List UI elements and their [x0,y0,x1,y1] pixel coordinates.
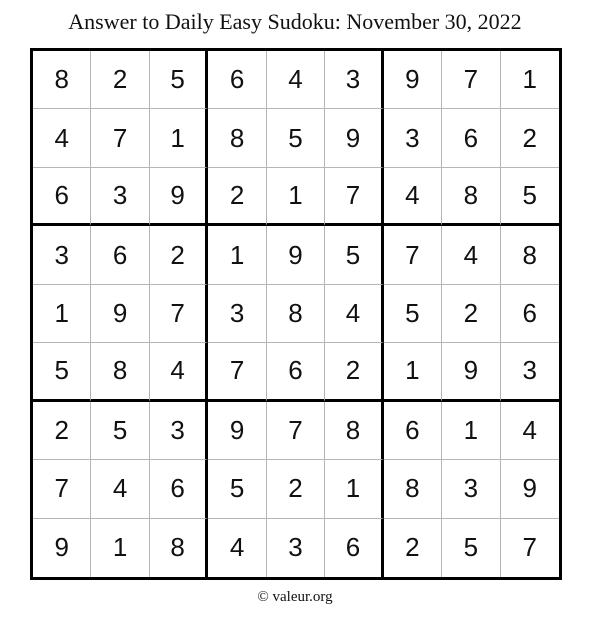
sudoku-cell: 5 [325,226,383,284]
sudoku-cell: 1 [208,226,266,284]
sudoku-cell: 6 [91,226,149,284]
sudoku-cell: 3 [267,519,325,577]
copyright-footer: © valeur.org [257,589,333,605]
sudoku-cell: 2 [91,51,149,109]
sudoku-cell: 9 [442,343,500,401]
sudoku-cell: 4 [384,168,442,226]
sudoku-cell: 3 [91,168,149,226]
sudoku-cell: 7 [208,343,266,401]
sudoku-cell: 2 [325,343,383,401]
sudoku-cell: 3 [150,402,208,460]
sudoku-cell: 2 [384,519,442,577]
sudoku-cell: 7 [91,109,149,167]
sudoku-cell: 4 [33,109,91,167]
sudoku-cell: 3 [442,460,500,518]
sudoku-cell: 9 [150,168,208,226]
sudoku-cell: 5 [384,285,442,343]
sudoku-cell: 3 [501,343,559,401]
sudoku-cell: 7 [150,285,208,343]
sudoku-cell: 5 [501,168,559,226]
sudoku-cell: 6 [208,51,266,109]
sudoku-cell: 5 [91,402,149,460]
sudoku-cell: 4 [325,285,383,343]
sudoku-cell: 6 [267,343,325,401]
sudoku-cell: 8 [501,226,559,284]
sudoku-cell: 1 [267,168,325,226]
sudoku-cell: 8 [442,168,500,226]
sudoku-cell: 7 [267,402,325,460]
puzzle-title: Answer to Daily Easy Sudoku: November 30, 2022 [68,9,522,34]
sudoku-cell: 8 [150,519,208,577]
sudoku-cell: 6 [33,168,91,226]
sudoku-cell: 1 [501,51,559,109]
sudoku-cell: 3 [33,226,91,284]
sudoku-cell: 9 [501,460,559,518]
sudoku-cell: 9 [91,285,149,343]
sudoku-cell: 9 [325,109,383,167]
sudoku-cell: 1 [325,460,383,518]
sudoku-cell: 4 [208,519,266,577]
sudoku-cell: 8 [325,402,383,460]
sudoku-cell: 8 [267,285,325,343]
sudoku-cell: 5 [442,519,500,577]
sudoku-cell: 8 [91,343,149,401]
sudoku-cell: 4 [267,51,325,109]
sudoku-cell: 1 [442,402,500,460]
sudoku-cell: 4 [442,226,500,284]
sudoku-cell: 2 [442,285,500,343]
sudoku-cell: 3 [208,285,266,343]
sudoku-cell: 1 [91,519,149,577]
sudoku-cell: 9 [267,226,325,284]
sudoku-cell: 9 [208,402,266,460]
sudoku-cell: 6 [384,402,442,460]
sudoku-cell: 2 [267,460,325,518]
sudoku-cell: 9 [33,519,91,577]
sudoku-cell: 5 [267,109,325,167]
sudoku-cell: 6 [325,519,383,577]
sudoku-cell: 7 [384,226,442,284]
sudoku-cell: 7 [522,532,537,563]
sudoku-cell: 5 [150,51,208,109]
sudoku-cell: 2 [33,402,91,460]
sudoku-cell: 3 [384,109,442,167]
sudoku-cell: 4 [91,460,149,518]
sudoku-cell: 1 [384,343,442,401]
sudoku-board [30,48,562,580]
sudoku-cell: 4 [150,343,208,401]
sudoku-cell: 7 [442,51,500,109]
sudoku-cell: 1 [33,285,91,343]
sudoku-cell: 7 [325,168,383,226]
sudoku-cell: 2 [501,109,559,167]
sudoku-cell: 6 [501,285,559,343]
sudoku-cell: 2 [208,168,266,226]
sudoku-cell: 1 [150,109,208,167]
sudoku-cell: 5 [33,343,91,401]
sudoku-cell: 9 [384,51,442,109]
sudoku-cell: 5 [208,460,266,518]
sudoku-cell: 7 [33,460,91,518]
sudoku-cell: 6 [150,460,208,518]
sudoku-cell: 6 [442,109,500,167]
sudoku-cell: 3 [325,51,383,109]
sudoku-cell: 8 [208,109,266,167]
sudoku-cell: 2 [150,226,208,284]
sudoku-cell: 8 [384,460,442,518]
sudoku-cell: 4 [501,402,559,460]
sudoku-cell: 8 [33,51,91,109]
